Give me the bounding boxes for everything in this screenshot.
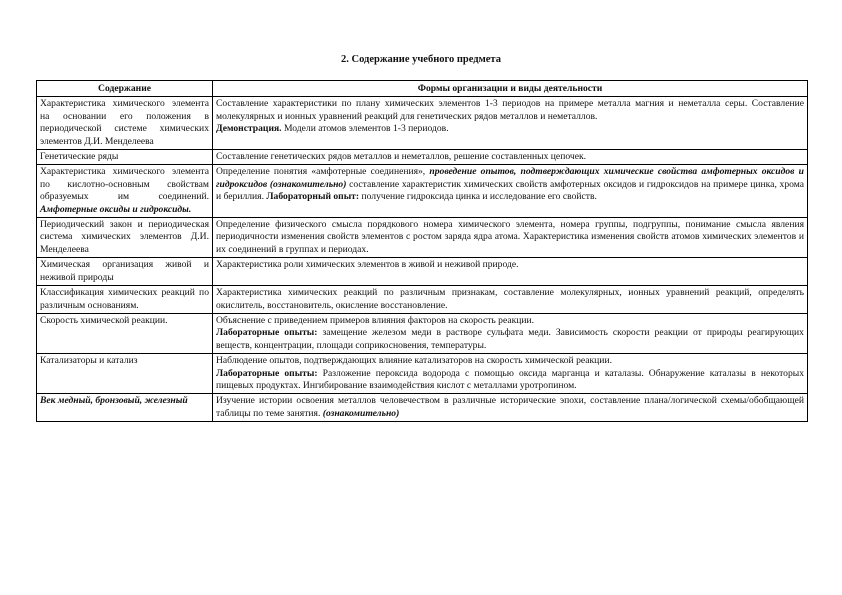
topic-cell [37, 165, 213, 218]
topic-cell: Генетические ряды [37, 150, 213, 165]
activity-cell [213, 165, 808, 218]
table-header-row [37, 81, 808, 97]
activity-text: Объяснение с приведением примеров влияния факторов на скорость реакции. [216, 314, 535, 326]
activity-emphasis: (ознакомительно) [322, 407, 400, 419]
demo-text: Модели атомов элементов 1-3 периодов. [281, 123, 449, 135]
lab-text: замещение железом меди в растворе сульфата меди. Зависимость скорости реакции от природы реагирующих веществ, концентрации, площади соприкосновения, температуры. [216, 327, 804, 351]
activity-cell: Определение физического смысла порядкового номера химического элемента, номера группы, подгруппы, понимание смысла явления периодичности изменения свойств элементов с ростом заряда ядра атома. Характеристика изменения свойств атомов химических элементов и их соединений в группах и периодах. [213, 218, 808, 258]
activity-cell [213, 97, 808, 150]
activity-text: получение гидроксида цинка и исследование его свойств. [359, 191, 597, 203]
table-row [37, 286, 808, 314]
activity-cell: Характеристика роли химических элементов в живой и неживой природе. [213, 258, 808, 286]
demo-paragraph [216, 123, 804, 135]
header-forms: Формы организации и виды деятельности [213, 81, 808, 97]
topic-cell: Классификация химических реакций по различным основаниям. [37, 286, 213, 314]
activity-text: составление характеристик химических свойств амфотерных оксидов и гидроксидов на примере цинка, хрома и бериллия. [216, 178, 804, 203]
table-row [37, 165, 808, 218]
table-row [37, 150, 808, 165]
activity-cell [213, 394, 808, 422]
lab-label: Лабораторные опыты: [216, 327, 318, 339]
lab-label: Лабораторные опыты: [216, 367, 318, 379]
topic-cell: Скорость химической реакции. [37, 313, 213, 353]
demo-label: Демонстрация. [216, 123, 282, 135]
table-row [37, 97, 808, 150]
table-row [37, 313, 808, 353]
activity-cell [213, 354, 808, 394]
table-row [37, 354, 808, 394]
lab-paragraph [216, 368, 804, 393]
table-row [37, 394, 808, 422]
table-row [37, 218, 808, 258]
content-table [36, 80, 808, 422]
activity-cell: Характеристика химических реакций по различным признакам, составление молекулярных, ионных уравнений реакций, определять окислитель, восстановитель, окисление восстановление. [213, 286, 808, 314]
topic-cell: Век медный, бронзовый, железный [37, 394, 213, 422]
activity-emphasis: проведение опытов, подтверждающих химические свойства амфотерных оксидов и гидроксидов (ознакомительно) [216, 166, 805, 190]
lab-label: Лабораторный опыт: [266, 191, 360, 203]
topic-cell: Химическая организация живой и неживой природы [37, 258, 213, 286]
lab-paragraph [216, 327, 804, 352]
topic-cell: Катализаторы и катализ [37, 354, 213, 394]
activity-cell: Составление генетических рядов металлов и неметаллов, решение составленных цепочек. [213, 150, 808, 165]
topic-emphasis: Амфотерные оксиды и гидроксиды. [40, 203, 192, 215]
topic-text: Характеристика химического элемента по кислотно-основным свойствам образуемых им соединений. [40, 166, 209, 203]
header-content: Содержание [37, 81, 213, 97]
page-title: 2. Содержание учебного предмета [341, 54, 501, 65]
lab-text: Разложение пероксида водорода с помощью оксида марганца и каталазы. Обнаружение каталазы в некоторых пищевых продуктах. Ингибирование взаимодействия кислот с металлами уротропином. [216, 367, 804, 391]
topic-cell: Периодический закон и периодическая система химических элементов Д.И. Менделеева [37, 218, 213, 258]
activity-cell [213, 313, 808, 353]
activity-text: Изучение истории освоения металлов человечеством в различные исторические эпохи, составление плана/логической схемы/обобщающей таблицы по теме занятия. [216, 395, 804, 419]
topic-cell: Характеристика химического элемента на основании его положения в периодической системе химических элементов Д.И. Менделеева [37, 97, 213, 150]
table-row [37, 258, 808, 286]
activity-text: Наблюдение опытов, подтверждающих влияние катализаторов на скорость химической реакции. [216, 355, 612, 367]
activity-text: Определение понятия «амфотерные соединения», [216, 166, 430, 178]
activity-text: Составление характеристики по плану химических элементов 1-3 периодов на примере металла магния и неметалла серы. Составление молекулярных и ионных уравнений реакций для генетических рядов металлов и неметаллов. [216, 98, 804, 122]
